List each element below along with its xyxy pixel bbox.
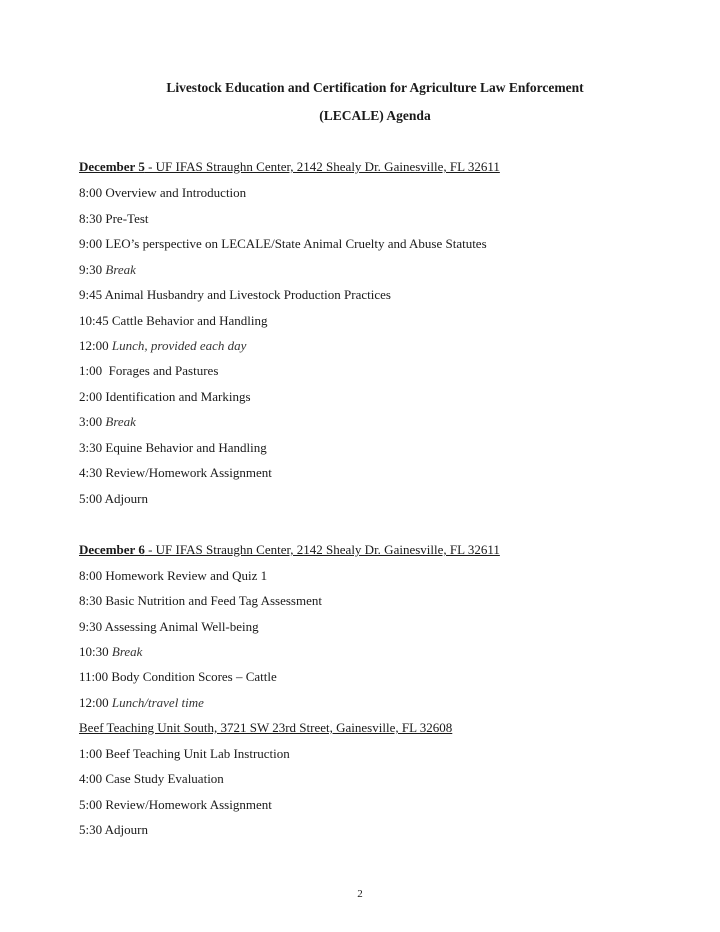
agenda-item-time: 4:30 [79, 465, 103, 480]
day1-heading-date: December 5 [79, 159, 145, 174]
agenda-item-time: 9:30 [79, 619, 103, 634]
agenda-item [79, 440, 267, 456]
agenda-item-text: Pre-Test [102, 211, 149, 226]
agenda-item-time: 8:30 [79, 593, 103, 608]
agenda-item [79, 389, 251, 405]
agenda-item [79, 236, 487, 252]
day2-heading-date: December 6 [79, 542, 145, 557]
agenda-item [79, 262, 136, 278]
agenda-item [79, 491, 148, 507]
agenda-item-text: Cattle Behavior and Handling [108, 313, 268, 328]
agenda-item-time: 12:00 [79, 695, 109, 710]
agenda-item-text: Animal Husbandry and Livestock Production Practices [102, 287, 391, 302]
agenda-item-text: Adjourn [102, 491, 148, 506]
agenda-item [79, 211, 149, 227]
agenda-item [79, 822, 148, 838]
agenda-item-time: 12:00 [79, 338, 109, 353]
agenda-item-time: 10:30 [79, 644, 109, 659]
agenda-item-text: Basic Nutrition and Feed Tag Assessment [102, 593, 322, 608]
agenda-item-time: 8:00 [79, 568, 103, 583]
agenda-item-time: 8:30 [79, 211, 103, 226]
agenda-item-time: 3:30 [79, 440, 103, 455]
agenda-item [79, 568, 267, 584]
agenda-item [79, 746, 290, 762]
agenda-item-italic: Break [111, 644, 143, 659]
agenda-item-time: 9:30 [79, 262, 103, 277]
agenda-item-time: 9:00 [79, 236, 103, 251]
agenda-item-text: Overview and Introduction [102, 185, 247, 200]
document-title-line-1: Livestock Education and Certification for Agriculture Law Enforcement [166, 80, 584, 95]
agenda-item-time: 5:30 [79, 822, 103, 837]
agenda-item-text: Review/Homework Assignment [102, 465, 272, 480]
agenda-item-text: Review/Homework Assignment [102, 797, 272, 812]
agenda-item-time: 2:00 [79, 389, 103, 404]
agenda-item-text: Beef Teaching Unit Lab Instruction [102, 746, 290, 761]
agenda-item-text: Identification and Markings [102, 389, 251, 404]
agenda-item [79, 185, 246, 201]
agenda-item [79, 465, 272, 481]
document-title-line-2: (LECALE) Agenda [319, 108, 431, 123]
agenda-item [79, 695, 204, 711]
agenda-item-time: 4:00 [79, 771, 103, 786]
agenda-item-time: 5:00 [79, 491, 103, 506]
agenda-item-text: Equine Behavior and Handling [102, 440, 267, 455]
agenda-item [79, 313, 267, 329]
day2-heading-location: - UF IFAS Straughn Center, 2142 Shealy Dr. Gainesville, FL 32611 [144, 542, 500, 557]
agenda-item-italic: Lunch/travel time [111, 695, 204, 710]
day2-heading [79, 542, 500, 558]
agenda-item-text: Forages and Pastures [102, 363, 219, 378]
agenda-item-time: 10:45 [79, 313, 109, 328]
agenda-item [79, 669, 277, 685]
agenda-item [79, 593, 322, 609]
agenda-item-text: Case Study Evaluation [102, 771, 224, 786]
agenda-item-text: Adjourn [102, 822, 148, 837]
agenda-item-time: 1:00 [79, 363, 103, 378]
agenda-item-text: Assessing Animal Well-being [102, 619, 259, 634]
agenda-item-time: 1:00 [79, 746, 103, 761]
agenda-item [79, 644, 142, 660]
agenda-item [79, 287, 391, 303]
agenda-item-italic: Break [105, 262, 136, 277]
agenda-item [79, 363, 218, 379]
agenda-item-italic: Break [105, 414, 136, 429]
agenda-item-time: 11:00 [79, 669, 109, 684]
agenda-item [79, 414, 136, 430]
day1-heading [79, 159, 500, 175]
agenda-item-text: Body Condition Scores – Cattle [108, 669, 277, 684]
day2-location-2: Beef Teaching Unit South, 3721 SW 23rd Street, Gainesville, FL 32608 [79, 720, 453, 735]
agenda-item-time: 5:00 [79, 797, 103, 812]
agenda-item-time: 3:00 [79, 414, 103, 429]
agenda-item-text: Homework Review and Quiz 1 [102, 568, 268, 583]
agenda-item [79, 619, 259, 635]
agenda-item-italic: Lunch, provided each day [111, 338, 247, 353]
agenda-item [79, 797, 272, 813]
agenda-item [79, 338, 246, 354]
day1-heading-location: - UF IFAS Straughn Center, 2142 Shealy Dr. Gainesville, FL 32611 [144, 159, 500, 174]
agenda-item-text: LEO’s perspective on LECALE/State Animal Cruelty and Abuse Statutes [102, 236, 487, 251]
page-number: 2 [357, 888, 363, 900]
agenda-item [79, 771, 224, 787]
agenda-item-time: 8:00 [79, 185, 103, 200]
agenda-item-time: 9:45 [79, 287, 103, 302]
